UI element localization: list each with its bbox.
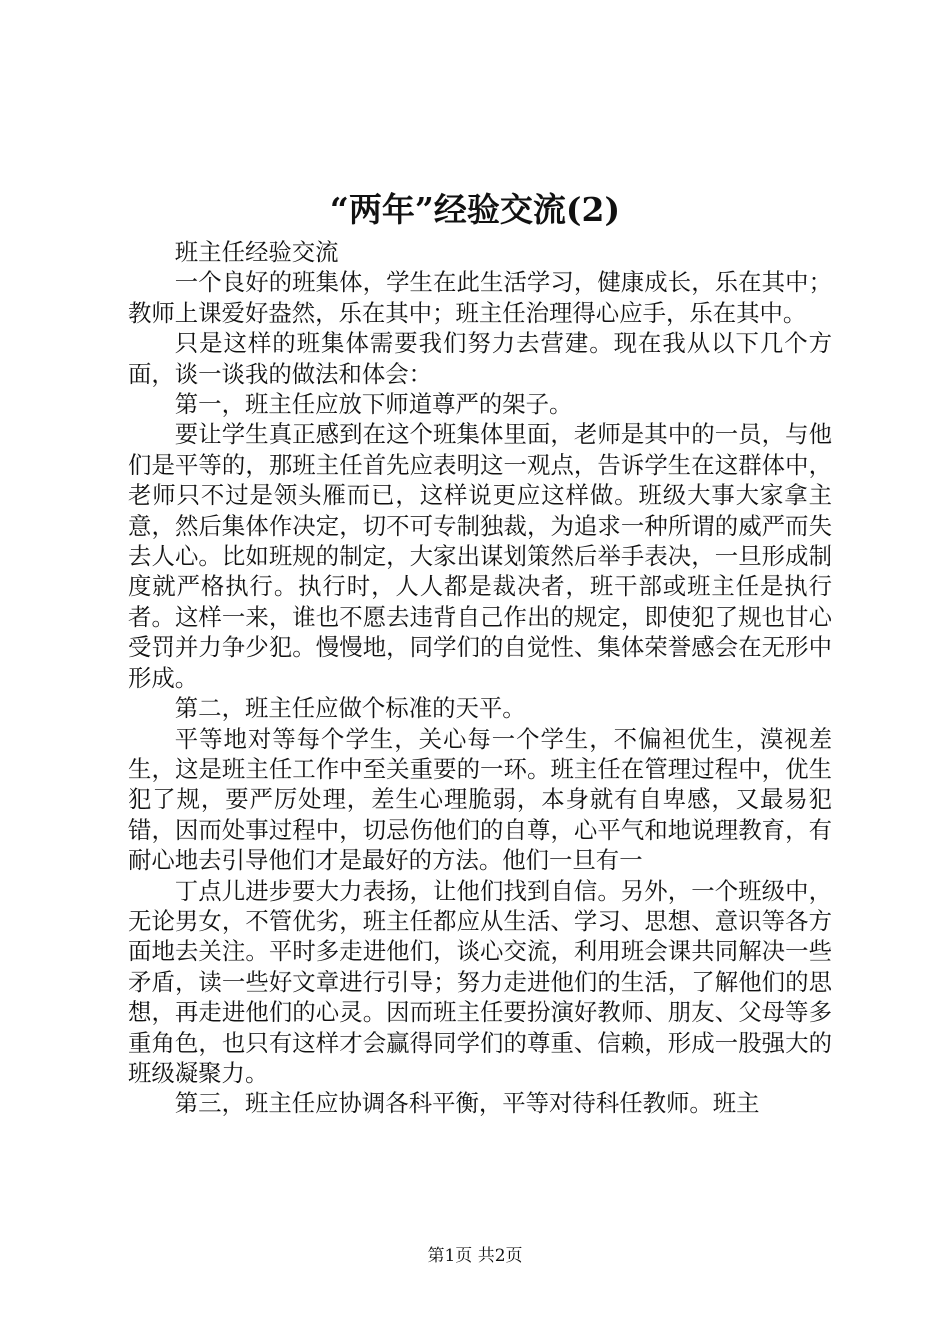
document-title: “两年”经验交流(2) [329,190,621,229]
paragraph: 要让学生真正感到在这个班集体里面，老师是其中的一员，与他们是平等的，那班主任首先应表明这一观点，告诉学生在这群体中，老师只不过是领头雁而已，这样说更应这样做。班级大事大家拿主意，然后集体作决定，切不可专制独裁，为追求一种所谓的威严而失去人心。比如班规的制定，大家出谋划策然后举手表决，一旦形成制度就严格执行。执行时，人人都是裁决者，班干部或班主任是执行者。这样一来，谁也不愿去违背自己作出的规定，即使犯了规也甘心受罚并力争少犯。慢慢地，同学们的自觉性、集体荣誉感会在无形中形成。 [128,420,832,692]
paragraph: 只是这样的班集体需要我们努力去营建。现在我从以下几个方面，谈一谈我的做法和体会： [128,329,832,388]
paragraph-heading: 第二，班主任应做个标准的天平。 [174,694,526,723]
paragraph: 丁点儿进步要大力表扬，让他们找到自信。另外，一个班级中，无论男女，不管优劣，班主任都应从生活、学习、思想、意识等各方面地去关注。平时多走进他们，谈心交流，利用班会课共同解决一些矛盾，读一些好文章进行引导；努力走进他们的生活，了解他们的思想，再走进他们的心灵。因而班主任要扮演好教师、朋友、父母等多重角色，也只有这样才会赢得同学们的尊重、信赖，形成一股强大的班级凝聚力。 [128,876,832,1087]
paragraph: 第三，班主任应协调各科平衡，平等对待科任教师。班主 [174,1089,760,1118]
page-number-footer: 第1页 共2页 [427,1246,523,1266]
paragraph-heading: 第一，班主任应放下师道尊严的架子。 [174,390,573,419]
paragraph: 平等地对等每个学生，关心每一个学生，不偏袒优生，漠视差生，这是班主任工作中至关重要的一环。班主任在管理过程中，优生犯了规，要严厉处理，差生心理脆弱，本身就有自卑感，又最易犯错，因而处事过程中，切忌伤他们的自尊，心平气和地说理教育，有耐心地去引导他们才是最好的方法。他们一旦有一 [128,724,832,875]
document-body [128,237,832,1119]
paragraph-subtitle: 班主任经验交流 [174,238,339,266]
paragraph: 一个良好的班集体，学生在此生活学习，健康成长，乐在其中；教师上课爱好盎然，乐在其中；班主任治理得心应手，乐在其中。 [128,268,832,327]
